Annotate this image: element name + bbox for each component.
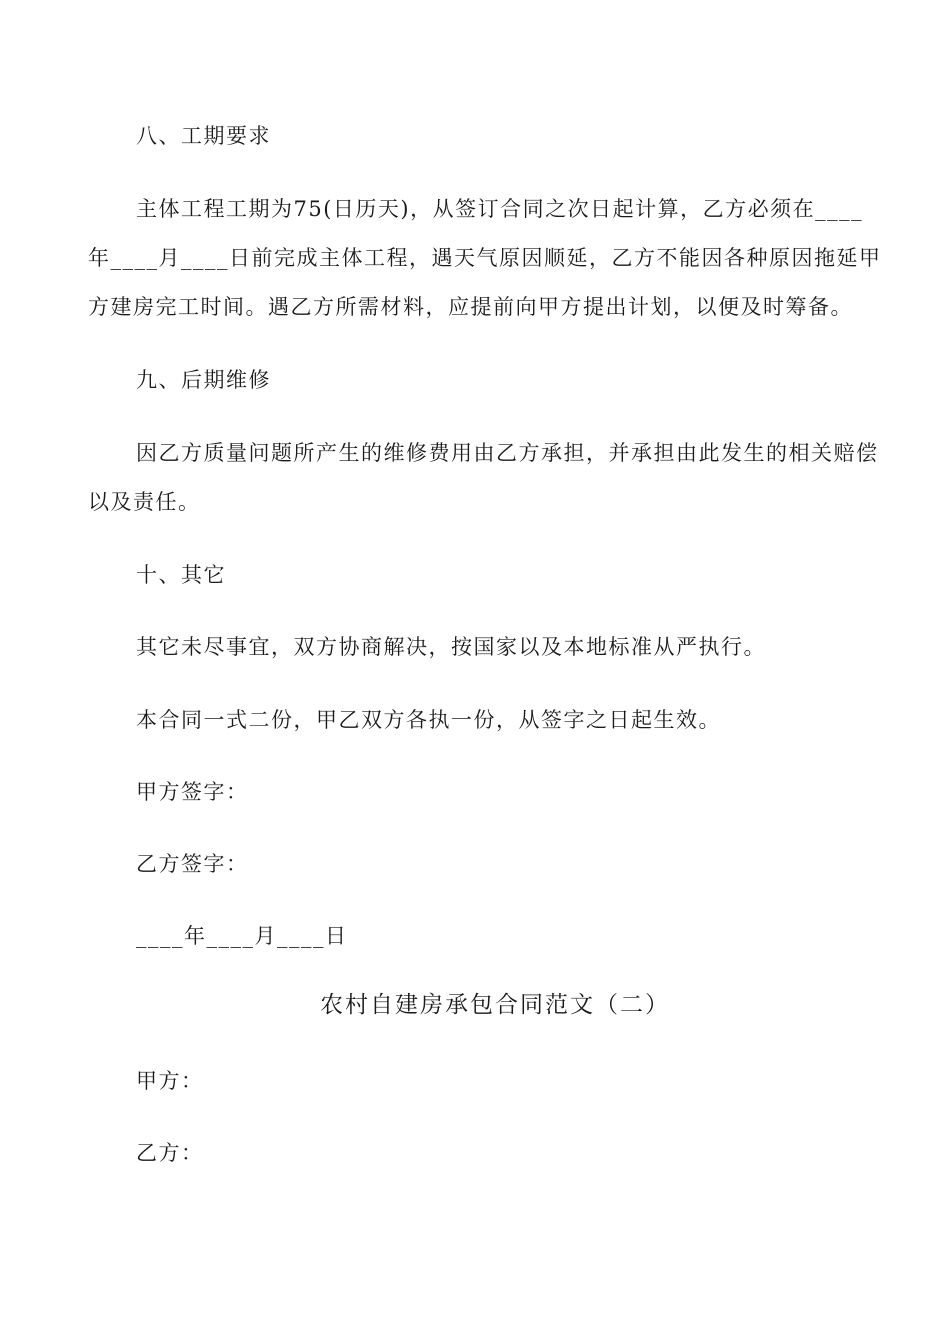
section-heading-other: 十、其它	[136, 563, 226, 587]
paragraph: 其它未尽事宜，双方协商解决，按国家以及本地标准从严执行。	[136, 635, 766, 659]
paragraph-line: 因乙方质量问题所产生的维修费用由乙方承担，并承担由此发生的相关赔偿	[136, 441, 879, 465]
second-contract-title: 农村自建房承包合同范文（二）	[320, 992, 670, 1018]
signature-date: ____年____月____日	[136, 924, 348, 948]
party-b-label: 乙方：	[136, 1141, 204, 1165]
paragraph-line: 方建房完工时间。遇乙方所需材料，应提前向甲方提出计划，以便及时筹备。	[88, 295, 853, 319]
party-a-label: 甲方：	[136, 1069, 204, 1093]
party-a-signature-label: 甲方签字：	[136, 780, 249, 804]
section-heading-construction-period: 八、工期要求	[136, 124, 271, 148]
party-b-signature-label: 乙方签字：	[136, 852, 249, 876]
paragraph-line: 年____月____日前完成主体工程，遇天气原因顺延，乙方不能因各种原因拖延甲	[88, 246, 882, 270]
paragraph-line: 主体工程工期为75(日历天)，从签订合同之次日起计算，乙方必须在____	[136, 197, 864, 221]
paragraph: 本合同一式二份，甲乙双方各执一份，从签字之日起生效。	[136, 708, 721, 732]
section-heading-maintenance: 九、后期维修	[136, 368, 271, 392]
paragraph-line: 以及责任。	[88, 490, 201, 514]
